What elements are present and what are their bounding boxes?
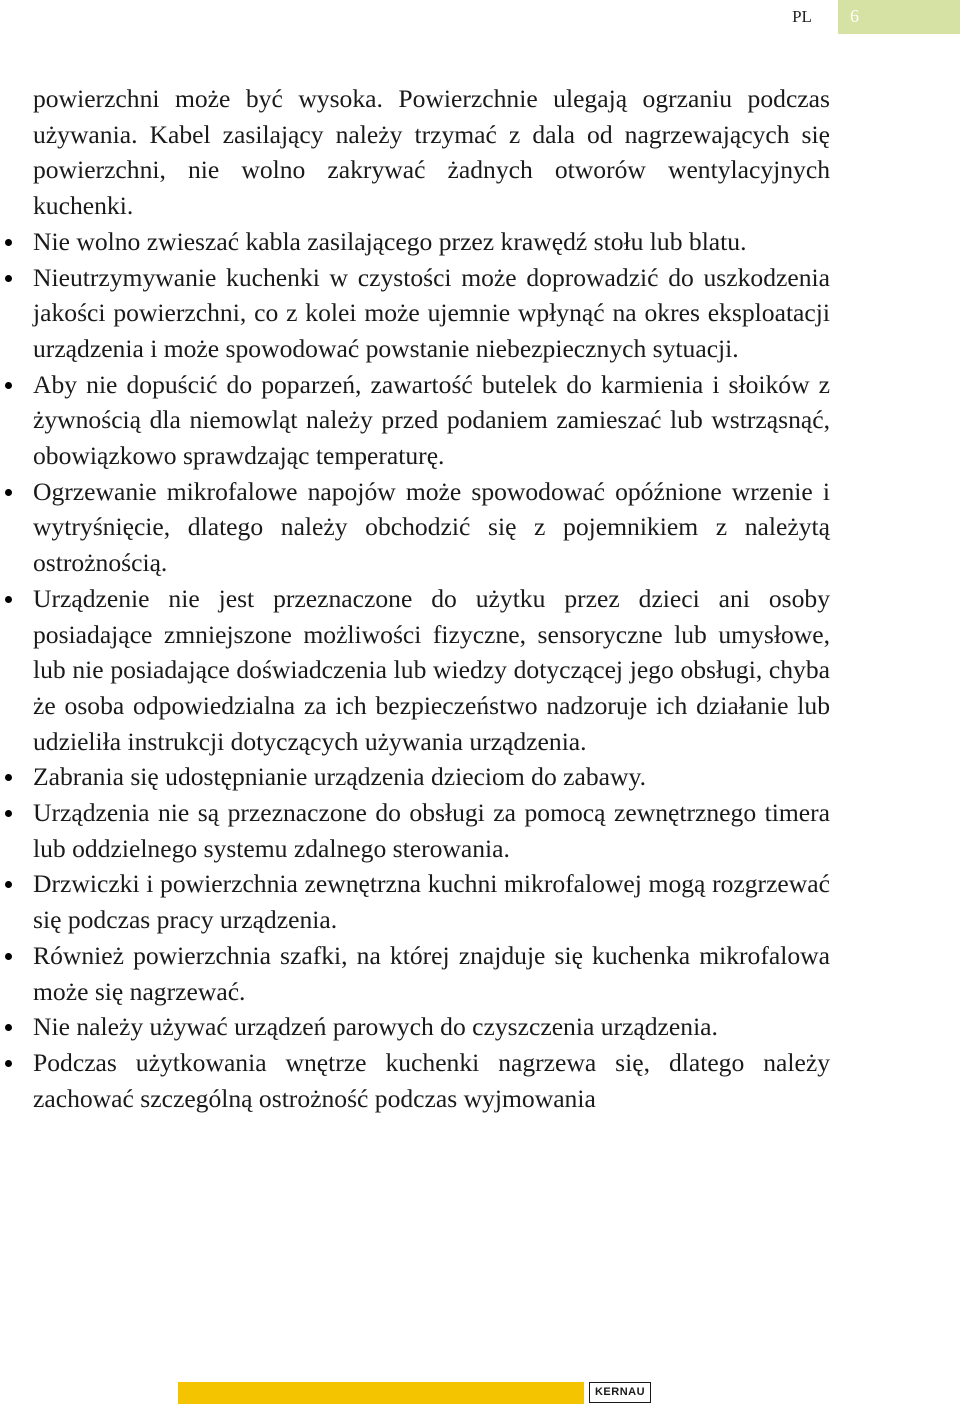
bullet-icon [5, 881, 12, 888]
list-item-text: Nie wolno zwieszać kabla zasilającego przez krawędź stołu lub blatu. [33, 226, 747, 256]
intro-paragraph: powierzchni może być wysoka. Powierzchnie ulegają ogrzaniu podczas używania. Kabel zasilający należy trzymać z dala od nagrzewających się powierzchni, nie wolno zakrywać żadnych otworów wentylacyjnych kuchenki. [33, 84, 830, 221]
document-body [33, 81, 830, 1116]
list-item-text: Urządzenie nie jest przeznaczone do użytku przez dzieci ani osoby posiadające zmniejszone możliwości fizyczne, sensoryczne lub umysłowe, lub nie posiadające doświadczenia lub wiedzy dotyczącej jego obsługi, chyba że osoba odpowiedzialna za ich bezpieczeństwo nadzoruje ich działanie lub udzieliła instrukcji dotyczących używania urządzenia. [33, 583, 830, 756]
list-item [33, 1009, 830, 1045]
language-code: PL [792, 7, 812, 26]
list-item [33, 795, 830, 866]
bullet-icon [5, 596, 12, 603]
list-item [33, 367, 830, 474]
list-item [33, 474, 830, 581]
list-item-text: Również powierzchnia szafki, na której znajduje się kuchenka mikrofalowa może się nagrzewać. [33, 940, 830, 1006]
list-item-text: Podczas użytkowania wnętrze kuchenki nagrzewa się, dlatego należy zachować szczególną ostrożność podczas wyjmowania [33, 1047, 830, 1113]
list-item [33, 759, 830, 795]
list-item [33, 938, 830, 1009]
footer-accent-bar [178, 1382, 584, 1404]
page-number: 6 [838, 0, 960, 34]
bullet-icon [5, 1060, 12, 1067]
list-item-text: Zabrania się udostępnianie urządzenia dzieciom do zabawy. [33, 762, 647, 792]
bullet-icon [5, 774, 12, 781]
list-item-text: Ogrzewanie mikrofalowe napojów może spowodować opóźnione wrzenie i wytryśnięcie, dlatego należy obchodzić się z pojemnikiem z należytą ostrożnością. [33, 476, 830, 578]
list-item [33, 866, 830, 937]
bullet-icon [5, 489, 12, 496]
bullet-icon [5, 239, 12, 246]
list-item [33, 1045, 830, 1116]
list-item-text: Drzwiczki i powierzchnia zewnętrzna kuchni mikrofalowej mogą rozgrzewać się podczas pracy urządzenia. [33, 869, 830, 935]
safety-list [33, 224, 830, 1117]
list-item [33, 224, 830, 260]
brand-logo: KERNAU [589, 1382, 651, 1403]
list-item-text: Urządzenia nie są przeznaczone do obsługi za pomocą zewnętrznego timera lub oddzielnego systemu zdalnego sterowania. [33, 798, 830, 863]
bullet-icon [5, 1024, 12, 1031]
bullet-icon [5, 953, 12, 960]
list-item-text: Nieutrzymywanie kuchenki w czystości może doprowadzić do uszkodzenia jakości powierzchni, co z kolei może ujemnie wpłynąć na okres eksploatacji urządzenia i może spowodować powstanie niebezpiecznych sytuacji. [33, 262, 830, 363]
list-item [33, 260, 830, 367]
list-item-text: Nie należy używać urządzeń parowych do czyszczenia urządzenia. [33, 1012, 718, 1042]
bullet-icon [5, 810, 12, 817]
list-item-text: Aby nie dopuścić do poparzeń, zawartość butelek do karmienia i słoików z żywnością dla niemowląt należy przed podaniem zamieszać lub wstrząsnąć, obowiązkowo sprawdzając temperaturę. [33, 369, 830, 471]
bullet-icon [5, 382, 12, 389]
bullet-icon [5, 275, 12, 282]
list-item [33, 581, 830, 760]
